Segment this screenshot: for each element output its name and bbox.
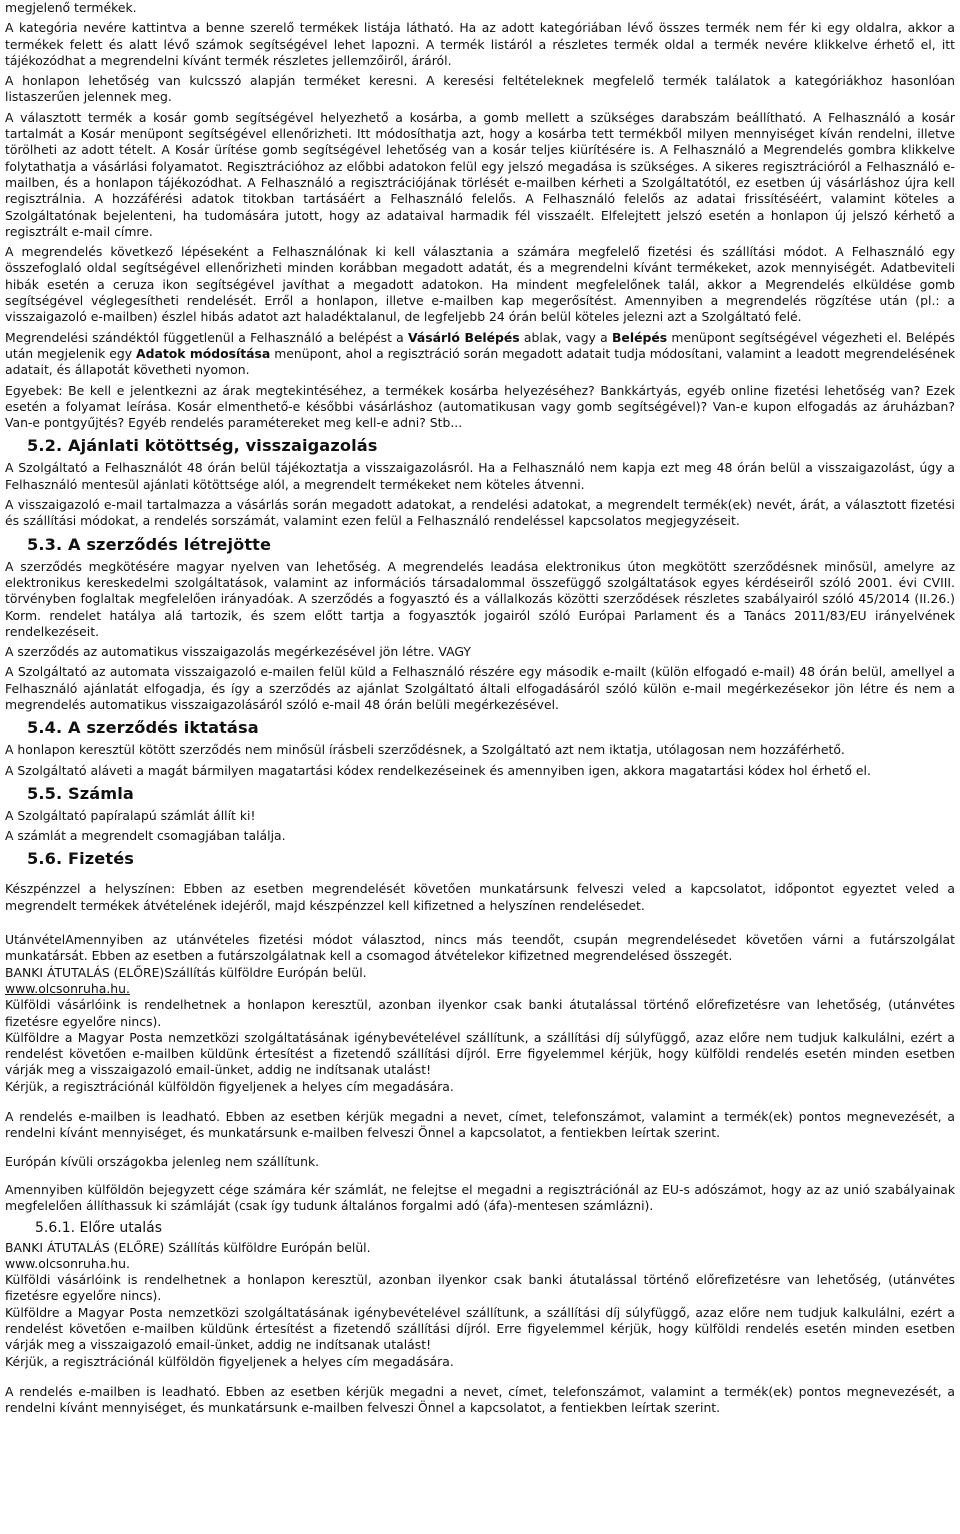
paragraph-contract-automatic: A szerződés az automatikus visszaigazolás megérkezésével jön létre. VAGY (5, 644, 471, 660)
spacer (5, 1370, 955, 1384)
section-heading-5-5: 5.5. Számla (27, 783, 134, 803)
website-link[interactable]: www.olcsonruha.hu. (5, 980, 130, 996)
paragraph-continuation: megjelenő termékek. (5, 0, 137, 15)
paragraph-confirmation-48h: A Szolgáltató a Felhasználót 48 órán belül tájékoztatja a visszaigazolásról. Ha a Felhasználó nem kapja ezt meg 48 órán belül a visszaigazolást, úgy a Felhasználó mentesül ajánlati kötöttsége alól, a megrendelt termékeket nem köteles átvenni. (5, 460, 955, 492)
paragraph-eu-tax-number: Amennyiben külföldön bejegyzett cége számára kér számlát, ne felejtse el megadni a regisztrációnál az EU-s adószámot, hogy az az unió szabályainak megfelelően állíthassuk ki számláját (csak így tudunk általános forgalmi adó (áfa)-mentesen számlázni). (5, 1181, 955, 1214)
bold-term-buyer-login: Vásárló Belépés (408, 329, 520, 345)
spacer (5, 1095, 955, 1109)
paragraph-confirmation-email: A visszaigazoló e-mail tartalmazza a vásárlás során megadott adatokat, a rendelési adatokat, a megrendelt termék(ek) nevét, árát, a választott fizetési és szállítási módokat, a rendelés sorszámát, valamint ezen felül a Felhasználó rendeléssel kapcsolatos megjegyzéseit. (5, 497, 955, 529)
paragraph-other-questions: Egyebek: Be kell e jelentkezni az árak megtekintéséhez, a termékek kosárba helyezéséhez? Bankkártyás, egyéb online fizetési lehetőség van? Ezek esetén a folyamat leírása. Kosár elmenthető-e későbbi vásárláshoz (automatikusan vagy gomb segítségével)? Van-e kupon elfogadás az áruházban? Van-e pontgyűjtés? Egyéb rendelés paramétereket meg kell-e adni? Stb... (5, 382, 955, 431)
section-heading-5-4: 5.4. A szerződés iktatása (27, 718, 259, 738)
section-heading-5-6-1: 5.6.1. Előre utalás (35, 1219, 163, 1236)
section-heading-5-2: 5.2. Ajánlati kötöttség, visszaigazolás (27, 436, 378, 456)
paragraph-paper-invoice: A Szolgáltató papíralapú számlát állít ki! (5, 807, 256, 823)
bold-term-login: Belépés (611, 329, 668, 345)
paragraph-cash-on-site: Készpénzzel a helyszínen: Ebben az esetben megrendelését követően munkatársunk felveszi veled a kapcsolatot, időpontot egyeztet veled a megrendelt termékek átvételének idejéről, majd készpénzzel kell kifizetned a helyszínen rendelésedet. (5, 881, 955, 913)
paragraph-email-order: A rendelés e-mailben is leadható. Ebben az esetben kérjük megadni a nevet, címet, telefonszámot, valamint a termék(ek) pontos megnevezését, a rendelni kívánt mennyiséget, és munkatársunk e-mailben felveszi Önnel a kapcsolatot, a fentiekben leírtak szerint. (5, 1109, 955, 1141)
paragraph-order-summary: A megrendelés következő lépéseként a Felhasználónak ki kell választania a számára megfelelő fizetési és szállítási módot. A Felhasználó egy összefoglaló oldal segítségével ellenőrizheti minden korábban megadott adatát, és a megrendelni kívánt termékeket, azok mennyiségét. Adatbeviteli hibák esetén a ceruza ikon segítségével javíthat a megadott adatokon. Ha mindent megfelelőnek talál, akkor a Megrendelés elküldése gomb segítségével véglegesítheti rendelését. Erről a honlapon, illetve e-mailben kap megerősítést. Amennyiben a megrendelés rögzítése után (pl.: a visszaigazoló e-mailben) észlel hibás adatot azt haladéktalanul, de legfeljebb 24 órán belül köteles jelezni azt a Szolgáltató felé. (5, 244, 955, 325)
paragraph-cash-on-delivery: UtánvételAmennyiben az utánvételes fizetési módot választod, nincs más teendőt, csupán megrendelésedet követően várni a futárszolgálat munkatársát. Ebben az esetben a futárszolgálatnak kell a csomagod átvételekor kifizetned megrendelésed összegét. BANKI ÁTUTALÁS (ELŐRE)Szállítás külföldre Európán belül. www.olcsonruha.hu. Külföldi vásárlóink is rendelhetnek a honlapon keresztül, azonban ilyenkor csak banki átutalással történő előrefizetésre van lehetőség, (utánvétes fizetésre egyelőre nincs). Külföldre a Magyar Posta nemzetközi szolgáltatásának igénybevételével szállítunk, a szállítási díj súlyfüggő, azaz előre nem tudjuk kalkulálni, ezért a rendelést követően e-mailben küldünk értesítést a fizetendő szállítási díjról. Erre figyelemmel kérjük, hogy külföldi rendelés esetén minden esetben várják meg a visszaigazoló email-ünket, addig ne indítsanak utalást! Kérjük, a regisztrációnál külföldön figyeljenek a helyes cím megadására. (5, 932, 955, 1094)
spacer (5, 918, 955, 932)
paragraph-not-filed: A honlapon keresztül kötött szerződés nem minősül írásbeli szerződésnek, a Szolgáltató azt nem iktatja, utólagosan nem hozzáférhető. (5, 742, 845, 758)
paragraph-code-of-conduct: A Szolgáltató aláveti a magát bármilyen magatartási kódex rendelkezéseinek és amennyiben igen, akkora magatartási kódex hol érhető el. (5, 762, 871, 778)
paragraph-contract-second-email: A Szolgáltató az automata visszaigazoló e-mailen felül küld a Felhasználó részére egy második e-mailt (külön elfogadó e-mail) 48 órán belül, amellyel a Felhasználó ajánlatát elfogadja, és így a szerződés az ajánlat Szolgáltató általi elfogadásáról szóló külön e-mail megérkezésekor jön létre és nem a megrendelés automatikus visszaigazolásáról szóló e-mail 48 órán belüli megérkezésével. (5, 664, 955, 712)
section-heading-5-3: 5.3. A szerződés létrejötte (27, 534, 272, 554)
paragraph-email-order-repeat: A rendelés e-mailben is leadható. Ebben az esetben kérjük megadni a nevet, címet, telefonszámot, valamint a termék(ek) pontos megnevezését, a rendelni kívánt mennyiséget, és munkatársunk e-mailben felveszi Önnel a kapcsolatot, a fentiekben leírtak szerint. (5, 1383, 955, 1416)
paragraph-prepayment: BANKI ÁTUTALÁS (ELŐRE) Szállítás külföldre Európán belül. www.olcsonruha.hu. Külföldi vásárlóink is rendelhetnek a honlapon keresztül, azonban ilyenkor csak banki átutalással történő előrefizetésre van lehetőség, (utánvétes fizetésre egyelőre nincs). Külföldre a Magyar Posta nemzetközi szolgáltatásának igénybevételével szállítunk, a szállítási díj súlyfüggő, azaz előre nem tudjuk kalkulálni, ezért a rendelést követően e-mailben küldünk értesítést a fizetendő szállítási díjról. Erre figyelemmel kérjük, hogy külföldi rendelés esetén minden esetben várják meg a visszaigazoló email-ünket, addig ne indítsanak utalást! Kérjük, a regisztrációnál külföldön figyeljenek a helyes cím megadására. (5, 1239, 955, 1369)
bold-term-edit-data: Adatok módosítása (136, 345, 271, 361)
spacer (5, 873, 955, 881)
section-heading-5-6: 5.6. Fizetés (27, 849, 135, 869)
spacer (5, 1146, 955, 1154)
paragraph-non-eu: Európán kívüli országokba jelenleg nem szállítunk. (5, 1153, 320, 1169)
website-text: www.olcsonruha.hu. (5, 1255, 130, 1271)
paragraph-cart-and-registration: A választott termék a kosár gomb segítségével helyezhető a kosárba, a gomb mellett a szükséges darabszám beállítható. A Felhasználó a kosár tartalmát a Kosár menüpont segítségével ellenőrizheti. Itt módosíthatja azt, hogy a kosárba tett termékből milyen mennyiséget kíván rendelni, illetve törölheti az adott tételt. A Kosár ürítése gomb segítségével lehetőség van a kosár teljes kiürítésére is. A Felhasználó a Megrendelés gombra klikkelve folytathatja a vásárlási folyamatot. Regisztrációhoz az előbbi adatokon felül egy jelszó megadása is szükséges. A sikeres regisztrációról a Felhasználó e-mailben, és a honlapon tájékozódhat. A Felhasználó a regisztrációjának törlését e-mailben kérheti a Szolgáltatótól, ez esetben új vásárláshoz újra kell regisztrálnia. A hozzáférési adatok titokban tartásáért a Felhasználó felelős. A Felhasználó felelős az adatai frissítéséért, valamint köteles a Szolgáltatónak bejelenteni, ha tudomására jutott, hogy az adataival harmadik fél visszaélt. Elfelejtett jelszó esetén a honlapon új jelszó kérhető a regisztrált e-mail címre. (5, 109, 955, 239)
paragraph-login: Megrendelési szándéktól függetlenül a Felhasználó a belépést a Vásárló Belépés ablak, vagy a Belépés menüpont segítségével végezheti el. Belépés után megjelenik egy Adatok módosítása menüpont, ahol a regisztráció során megadott adatait tudja módosítani, valamint a leadott megrendelésének adatait, és állapotát követheti nyomon. (5, 329, 956, 378)
paragraph-contract-language: A szerződés megkötésére magyar nyelven van lehetőség. A megrendelés leadása elektronikus úton megkötött szerződésnek minősül, amelyre az elektronikus kereskedelmi szolgáltatások, valamint az információs társadalommal összefüggő szolgáltatások egyes kérdéseiről szóló 2001. évi CVIII. törvényben foglaltak megfelelően irányadóak. A szerződés a fogyasztó és a vállalkozás közötti szerződések részletes szabályairól szóló 45/2014 (II.26.) Korm. rendelet hatálya alá tartozik, és szem előtt tartja a fogyasztók jogairól szóló Európai Parlament és a Tanács 2011/83/EU irányelvének rendelkezéseit. (5, 558, 955, 639)
paragraph-invoice-in-package: A számlát a megrendelt csomagjában találja. (5, 828, 286, 844)
paragraph-keyword-search: A honlapon lehetőség van kulcsszó alapján terméket keresni. A keresési feltételeknek megfelelő termék találatok a kategóriákhoz hasonlóan listaszerűen jelennek meg. (5, 73, 955, 105)
spacer (5, 1174, 955, 1182)
paragraph-category-browsing: A kategória nevére kattintva a benne szerelő termékek listája látható. Ha az adott kategóriában lévő összes termék nem fér ki egy oldalra, akkor a termékek felett és alatt lévő számok segítségével lehet lapozni. A termék listáról a részletes termék oldal a termék nevére klikkelve érhető el, itt tájékozódhat a megrendelni kívánt termék részletes jellemzőiről, áráról. (5, 20, 955, 68)
